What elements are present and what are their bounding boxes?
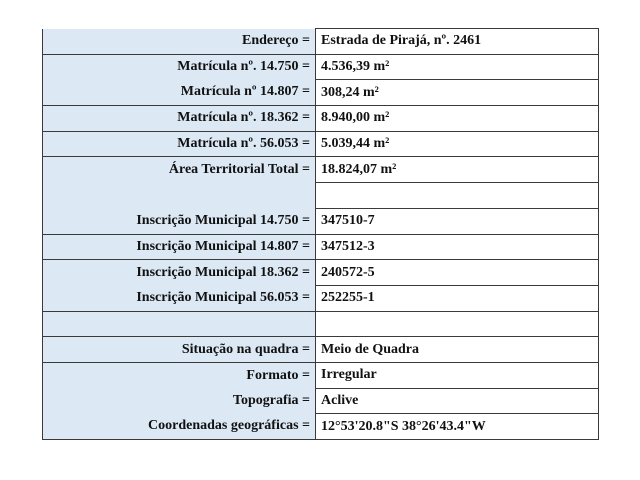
row-value-registration-14807: 308,24 m² bbox=[316, 80, 599, 106]
row-label-registration-14750: Matrícula nº. 14.750 = bbox=[43, 54, 316, 80]
row-label-municipal-18362: Inscrição Municipal 18.362 = bbox=[43, 260, 316, 286]
row-value-municipal-18362: 240572-5 bbox=[316, 260, 599, 286]
row-value-registration-56053: 5.039,44 m² bbox=[316, 131, 599, 157]
table-row bbox=[43, 260, 599, 286]
row-value-coordinates: 12°53'20.8"S 38°26'43.4"W bbox=[316, 414, 599, 440]
row-label-empty bbox=[43, 311, 316, 337]
row-value-total-area: 18.824,07 m² bbox=[316, 157, 599, 183]
table-row bbox=[43, 234, 599, 260]
row-label-block-position: Situação na quadra = bbox=[43, 337, 316, 363]
table-row bbox=[43, 362, 599, 388]
table-row-empty bbox=[43, 183, 599, 209]
row-label-registration-14807: Matrícula nº 14.807 = bbox=[43, 80, 316, 106]
table-row bbox=[43, 131, 599, 157]
table-row-empty bbox=[43, 311, 599, 337]
row-value-block-position: Meio de Quadra bbox=[316, 337, 599, 363]
row-label-registration-56053: Matrícula nº. 56.053 = bbox=[43, 131, 316, 157]
row-value-empty bbox=[316, 311, 599, 337]
table-row bbox=[43, 80, 599, 106]
row-label-municipal-14750: Inscrição Municipal 14.750 = bbox=[43, 208, 316, 234]
row-label-shape: Formato = bbox=[43, 362, 316, 388]
row-value-topography: Aclive bbox=[316, 388, 599, 414]
row-value-registration-14750: 4.536,39 m² bbox=[316, 54, 599, 80]
table-row bbox=[43, 208, 599, 234]
table-row bbox=[43, 54, 599, 80]
row-value-municipal-56053: 252255-1 bbox=[316, 285, 599, 311]
row-value-address: Estrada de Pirajá, nº. 2461 bbox=[316, 29, 599, 55]
row-label-address: Endereço = bbox=[43, 29, 316, 55]
table-row bbox=[43, 106, 599, 132]
table-row bbox=[43, 337, 599, 363]
row-label-registration-18362: Matrícula nº. 18.362 = bbox=[43, 106, 316, 132]
row-value-municipal-14807: 347512-3 bbox=[316, 234, 599, 260]
table-row bbox=[43, 414, 599, 440]
row-label-empty bbox=[43, 183, 316, 209]
row-value-empty bbox=[316, 183, 599, 209]
row-label-total-area: Área Territorial Total = bbox=[43, 157, 316, 183]
row-value-registration-18362: 8.940,00 m² bbox=[316, 106, 599, 132]
table-row bbox=[43, 157, 599, 183]
row-label-municipal-14807: Inscrição Municipal 14.807 = bbox=[43, 234, 316, 260]
row-value-shape: Irregular bbox=[316, 362, 599, 388]
table-row bbox=[43, 285, 599, 311]
row-label-topography: Topografia = bbox=[43, 388, 316, 414]
row-label-municipal-56053: Inscrição Municipal 56.053 = bbox=[43, 285, 316, 311]
table-row bbox=[43, 29, 599, 55]
row-value-municipal-14750: 347510-7 bbox=[316, 208, 599, 234]
table-row bbox=[43, 388, 599, 414]
row-label-coordinates: Coordenadas geográficas = bbox=[43, 414, 316, 440]
property-info-table bbox=[42, 28, 599, 440]
